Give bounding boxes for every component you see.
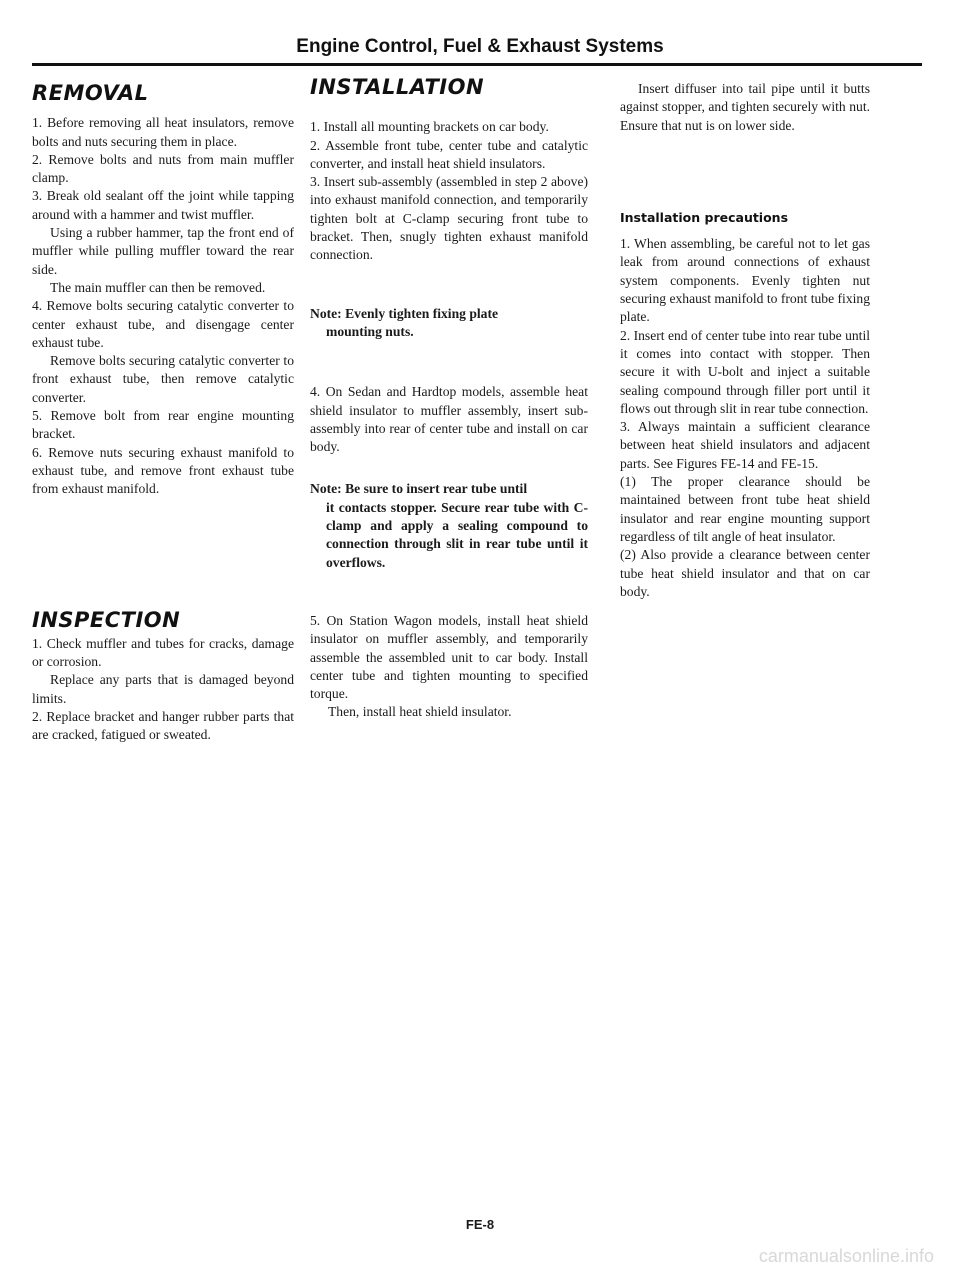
installation-diffuser: Insert diffuser into tail pipe until it butts against stopper, and tighten securely with nut. Ensure that nut is on lower side.: [620, 81, 870, 133]
page-header: Engine Control, Fuel & Exhaust Systems: [296, 36, 664, 57]
column-right: [620, 80, 870, 601]
installation-note-1: [310, 305, 588, 342]
installation-step-1: 1. Install all mounting brackets on car body.: [310, 119, 549, 135]
installation-step-4: 4. On Sedan and Hardtop models, assemble heat shield insulator to muffler assembly, insert sub-assembly into rear of center tube and install on car body.: [310, 384, 588, 455]
note-2-rest: it contacts stopper. Secure rear tube with C-clamp and apply a sealing compound to connection through slit in rear tube until it overflows.: [326, 499, 588, 570]
note-1-lead: Note: Evenly tighten fixing plate: [310, 305, 499, 321]
removal-step-3-detail: Using a rubber hammer, tap the front end of muffler while pulling muffler toward the rear side.: [32, 225, 294, 277]
removal-step-3-result: The main muffler can then be removed.: [50, 279, 266, 295]
section-gap: [310, 341, 588, 383]
removal-step-4-detail: Remove bolts securing catalytic converter to front exhaust tube, then remove catalytic converter.: [32, 353, 294, 405]
installation-note-2: [310, 480, 588, 571]
removal-step-1: 1. Before removing all heat insulators, remove bolts and nuts securing them in place.: [32, 115, 294, 149]
precaution-2: 2. Insert end of center tube into rear tube until it comes into contact with stopper. Then secure it with U-bolt and inject a suitable sealing compound through filler port until it flows out through slit in rear tube connection.: [620, 327, 870, 416]
inspection-step-1: 1. Check muffler and tubes for cracks, damage or corrosion.: [32, 635, 294, 670]
column-left: [32, 81, 294, 745]
page-number: FE-8: [465, 1217, 495, 1232]
inspection-step-1-detail: Replace any parts that is damaged beyond limits.: [32, 672, 294, 706]
section-gap: [620, 135, 870, 209]
precaution-3-1: (1) The proper clearance should be maintained between front tube heat shield insulator and rear engine mounting support regardless of tilt angle of heat insulator.: [620, 474, 870, 544]
installation-step-5-detail: Then, install heat shield insulator.: [328, 704, 512, 720]
installation-heading: INSTALLATION: [310, 75, 485, 99]
removal-step-6: 6. Remove nuts securing exhaust manifold to exhaust tube, and remove front exhaust tube from exhaust manifold.: [32, 444, 294, 497]
section-gap: [32, 499, 294, 611]
section-gap: [310, 572, 588, 612]
inspection-heading: INSPECTION: [32, 607, 181, 632]
removal-step-5: 5. Remove bolt from rear engine mounting bracket.: [32, 408, 294, 442]
watermark: carmanualsonline.info: [758, 1246, 934, 1266]
precautions-heading: Installation precautions: [620, 209, 789, 225]
header-rule: [32, 63, 922, 66]
removal-step-3: 3. Break old sealant off the joint while tapping around with a hammer and twist muffler.: [32, 188, 294, 222]
precaution-1: 1. When assembling, be careful not to let gas leak from around connections of exhaust system components. Evenly tighten nut securing exhaust manifold to front tube fixing plate.: [620, 236, 870, 325]
inspection-step-2: 2. Replace bracket and hanger rubber parts that are cracked, fatigued or sweated.: [32, 709, 294, 743]
removal-step-2: 2. Remove bolts and nuts from main muffler clamp.: [32, 151, 294, 186]
note-2-lead: Note: Be sure to insert rear tube until: [310, 481, 528, 497]
installation-step-5: 5. On Station Wagon models, install heat shield insulator on muffler assembly, and temporarily assemble the assembled unit to car body. Install center tube and tighten mounting to specified torque.: [310, 612, 588, 702]
section-gap: [310, 265, 588, 305]
removal-step-4: 4. Remove bolts securing catalytic converter to center exhaust tube, and disengage center exhaust tube.: [32, 298, 294, 350]
installation-step-2: 2. Assemble front tube, center tube and catalytic converter, and install heat shield insulators.: [310, 137, 588, 171]
removal-heading: REMOVAL: [32, 81, 149, 105]
section-gap: [310, 456, 588, 480]
installation-step-3: 3. Insert sub-assembly (assembled in step 2 above) into exhaust manifold connection, and temporarily tighten bolt at C-clamp securing front tube to bracket. Then, snugly tighten exhaust manifold connection.: [310, 174, 588, 263]
note-1-rest: mounting nuts.: [326, 323, 414, 339]
precaution-3: 3. Always maintain a sufficient clearance between heat shield insulators and adjacent parts. See Figures FE-14 and FE-15.: [620, 419, 870, 471]
precaution-3-2: (2) Also provide a clearance between center tube heat shield insulator and that on car body.: [620, 547, 870, 599]
column-middle: [310, 75, 588, 722]
